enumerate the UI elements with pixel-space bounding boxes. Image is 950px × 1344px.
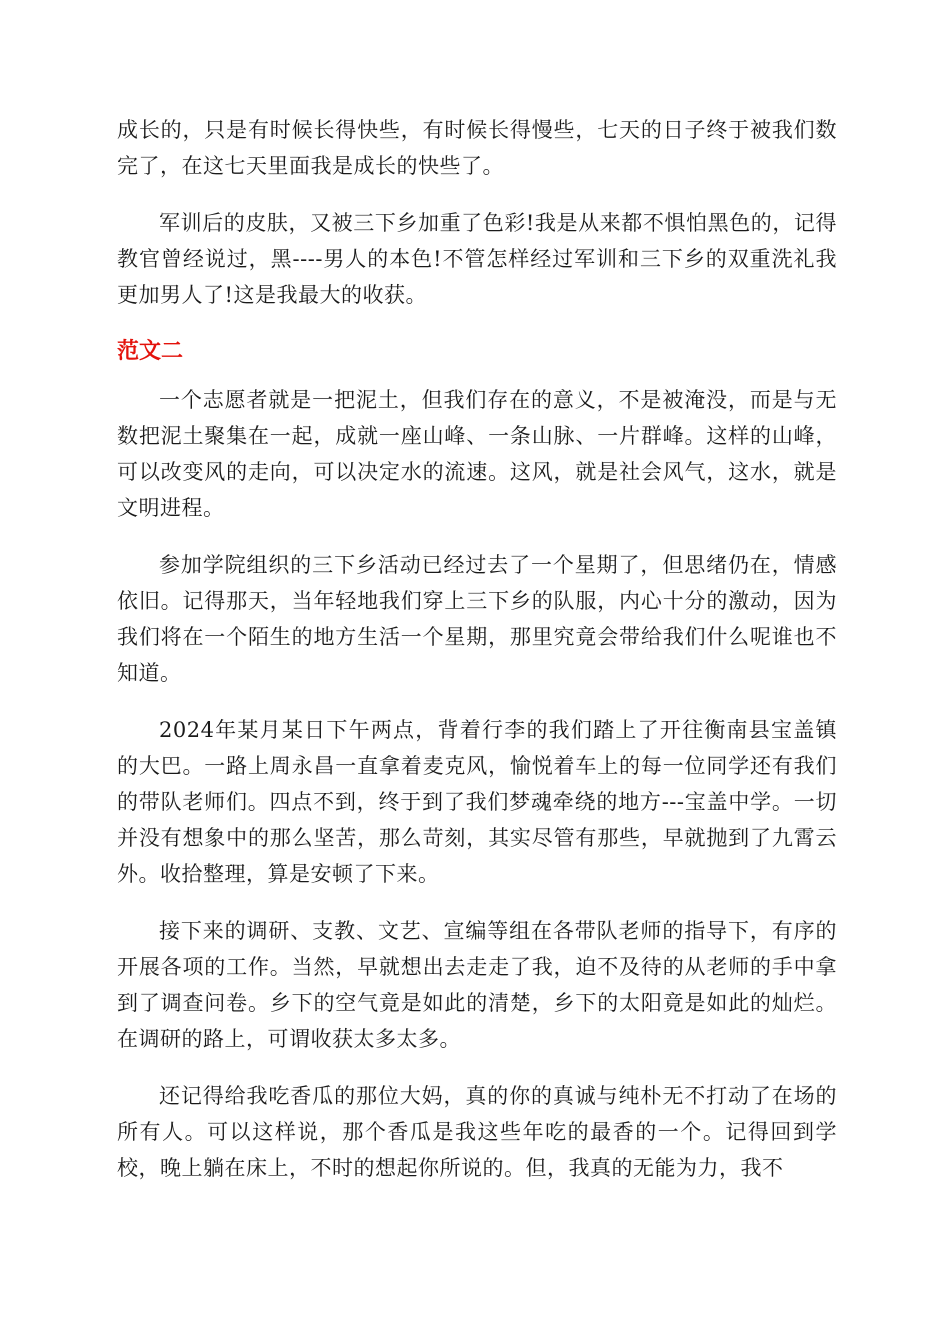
paragraph: 接下来的调研、支教、文艺、宣编等组在各带队老师的指导下，有序的开展各项的工作。当然，早就想出去走走了我，迫不及待的从老师的手中拿到了调查问卷。乡下的空气竟是如此的清楚，乡下的太阳竟是如此的灿烂。在调研的路上，可谓收获太多太多。 bbox=[117, 919, 837, 1051]
paragraph: 一个志愿者就是一把泥土，但我们存在的意义，不是被淹没，而是与无数把泥土聚集在一起，成就一座山峰、一条山脉、一片群峰。这样的山峰，可以改变风的走向，可以决定水的流速。这风，就是社会风气，这水，就是文明进程。 bbox=[117, 388, 837, 520]
paragraph: 2024年某月某日下午两点，背着行李的我们踏上了开往衡南县宝盖镇的大巴。一路上周永昌一直拿着麦克风，愉悦着车上的每一位同学还有我们的带队老师们。四点不到，终于到了我们梦魂牵绕的地方---宝盖中学。一切并没有想象中的那么坚苦，那么苛刻，其实尽管有那些，早就抛到了九霄云外。收拾整理，算是安顿了下来。 bbox=[117, 718, 837, 886]
paragraph: 军训后的皮肤，又被三下乡加重了色彩!我是从来都不惧怕黑色的，记得教官曾经说过，黑----男人的本色!不管怎样经过军训和三下乡的双重洗礼我更加男人了!这是我最大的收获。 bbox=[117, 211, 837, 307]
document-page bbox=[117, 112, 837, 1207]
section-heading: 范文二 bbox=[117, 339, 184, 364]
paragraph-continuation: 成长的，只是有时候长得快些，有时候长得慢些，七天的日子终于被我们数完了，在这七天里面我是成长的快些了。 bbox=[117, 118, 837, 178]
paragraph: 参加学院组织的三下乡活动已经过去了一个星期了，但思绪仍在，情感依旧。记得那天，当年轻地我们穿上三下乡的队服，内心十分的激动，因为我们将在一个陌生的地方生活一个星期，那里究竟会带给我们什么呢谁也不知道。 bbox=[117, 553, 837, 685]
paragraph: 还记得给我吃香瓜的那位大妈，真的你的真诚与纯朴无不打动了在场的所有人。可以这样说，那个香瓜是我这些年吃的最香的一个。记得回到学校，晚上躺在床上，不时的想起你所说的。但，我真的无能为力，我不 bbox=[117, 1084, 837, 1180]
